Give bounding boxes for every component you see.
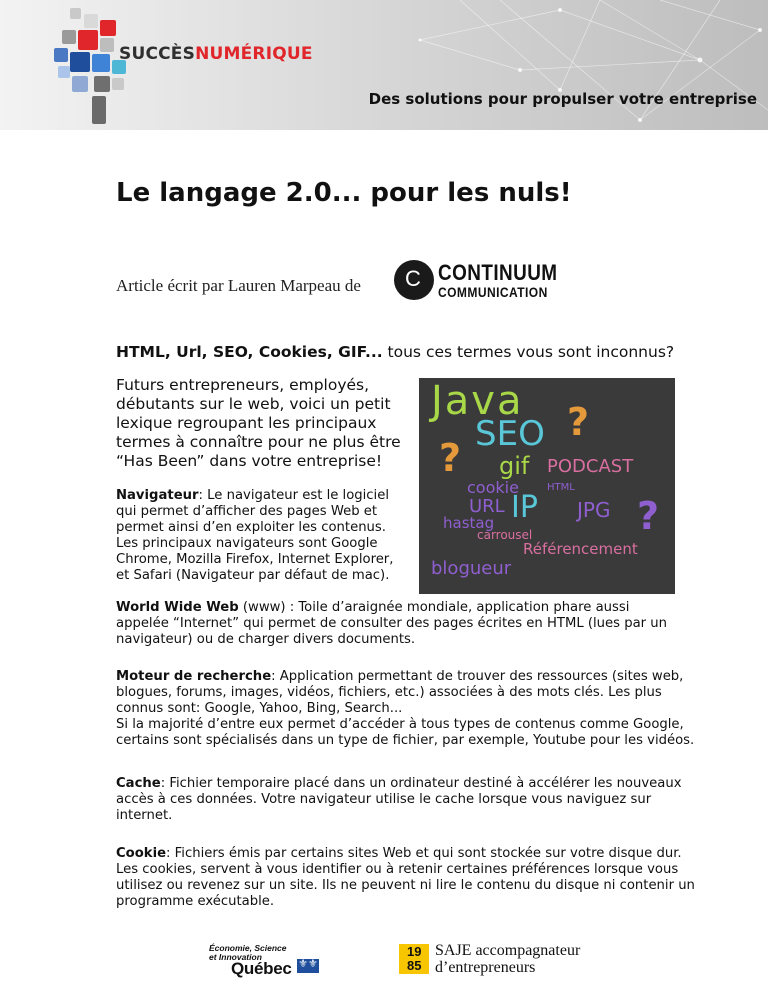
saje-year-badge: 19 85	[399, 944, 429, 974]
intro-question: HTML, Url, SEO, Cookies, GIF... tous ces termes vous sont inconnus?	[116, 343, 675, 361]
word-ip: IP	[511, 490, 538, 525]
continuum-circle-icon: C	[394, 260, 434, 300]
header-tagline: Des solutions pour propulser votre entreprise	[368, 90, 757, 108]
word-question-3: ?	[637, 494, 660, 538]
definition-term: World Wide Web	[116, 600, 239, 615]
brand-logo-text: SUCCÈSNUMÉRIQUE	[119, 44, 313, 64]
word-url: URL	[469, 496, 505, 517]
word-question-1: ?	[567, 400, 590, 444]
word-jpg: JPG	[577, 498, 611, 522]
word-blogueur: blogueur	[431, 558, 512, 579]
word-hastag: hastag	[443, 514, 495, 532]
word-java: Java	[431, 378, 524, 424]
word-question-2: ?	[439, 436, 462, 480]
definition-cookie: Cookie: Fichiers émis par certains sites Web et qui sont stockée sur votre disque dur. Les cookies, servent à vous identifier ou à retenir certaines préférences lorsque vous utilisez ou revenez sur un site. Ils ne peuvent ni lire le contenu du disque ni contenir un programme exécutable.	[116, 846, 695, 909]
quebec-ministry-name: Économie, Science et Innovation	[209, 943, 287, 962]
word-cloud-image	[419, 378, 675, 594]
word-podcast: PODCAST	[547, 456, 634, 477]
definition-world-wide-web: World Wide Web (www) : Toile d’araignée mondiale, application phare aussi appelée “Internet” qui permet de consulter des pages écrites en HTML (lues par un navigateur) ou de charger divers documents.	[116, 600, 667, 647]
continuum-logo-line1: CONTINUUM	[438, 260, 558, 285]
word-carrousel: carrousel	[477, 528, 533, 542]
saje-name: SAJE accompagnateur d’entrepreneurs	[435, 942, 581, 976]
definition-navigateur: Navigateur: Le navigateur est le logiciel qui permet d’afficher des pages Web et permet ainsi d’en exploiter les contenus. Les principaux navigateurs sont Google Chrome, Mozilla Firefox, Internet Explorer, et Safari (Navigateur par défaut de mac).	[116, 488, 394, 583]
article-byline: Article écrit par Lauren Marpeau de	[116, 276, 361, 295]
header-banner	[0, 0, 768, 130]
quebec-wordmark: Québec	[231, 959, 292, 978]
definition-term: Cache	[116, 776, 161, 791]
definition-moteur-de-recherche: Moteur de recherche: Application permettant de trouver des ressources (sites web, blogues, forums, images, vidéos, fichiers, etc.) associées à des mots clés. Les plus connus sont: Google, Yahoo, Bing, Search... Si la majorité d’entre eux permet d’accéder à tous types de contenus comme Google, certains sont spécialisés dans un type de fichier, par exemple, Youtube pour les vidéos.	[116, 669, 695, 748]
definition-term: Navigateur	[116, 488, 199, 503]
article-title: Le langage 2.0... pour les nuls!	[116, 178, 572, 208]
fleur-de-lis-icon: ⚜⚜	[297, 959, 319, 973]
definition-cache: Cache: Fichier temporaire placé dans un ordinateur destiné à accélérer les nouveaux accès à ces données. Votre navigateur utilise le cache lorsque vous naviguez sur internet.	[116, 776, 682, 823]
network-pattern	[0, 0, 768, 130]
word-cookie: cookie	[467, 478, 519, 497]
definition-term: Cookie	[116, 846, 167, 861]
word-seo: SEO	[475, 414, 545, 454]
logo-squares-icon	[54, 8, 126, 124]
intro-paragraph: Futurs entrepreneurs, employés, débutants sur le web, voici un petit lexique regroupant les principaux termes à connaître pour ne plus être “Has Been” dans votre entreprise!	[116, 376, 401, 470]
continuum-logo-line2: COMMUNICATION	[438, 284, 548, 300]
word-html: HTML	[547, 482, 575, 493]
word-referencement: Référencement	[523, 540, 638, 558]
word-gif: gif	[499, 452, 530, 480]
definition-term: Moteur de recherche	[116, 669, 272, 684]
